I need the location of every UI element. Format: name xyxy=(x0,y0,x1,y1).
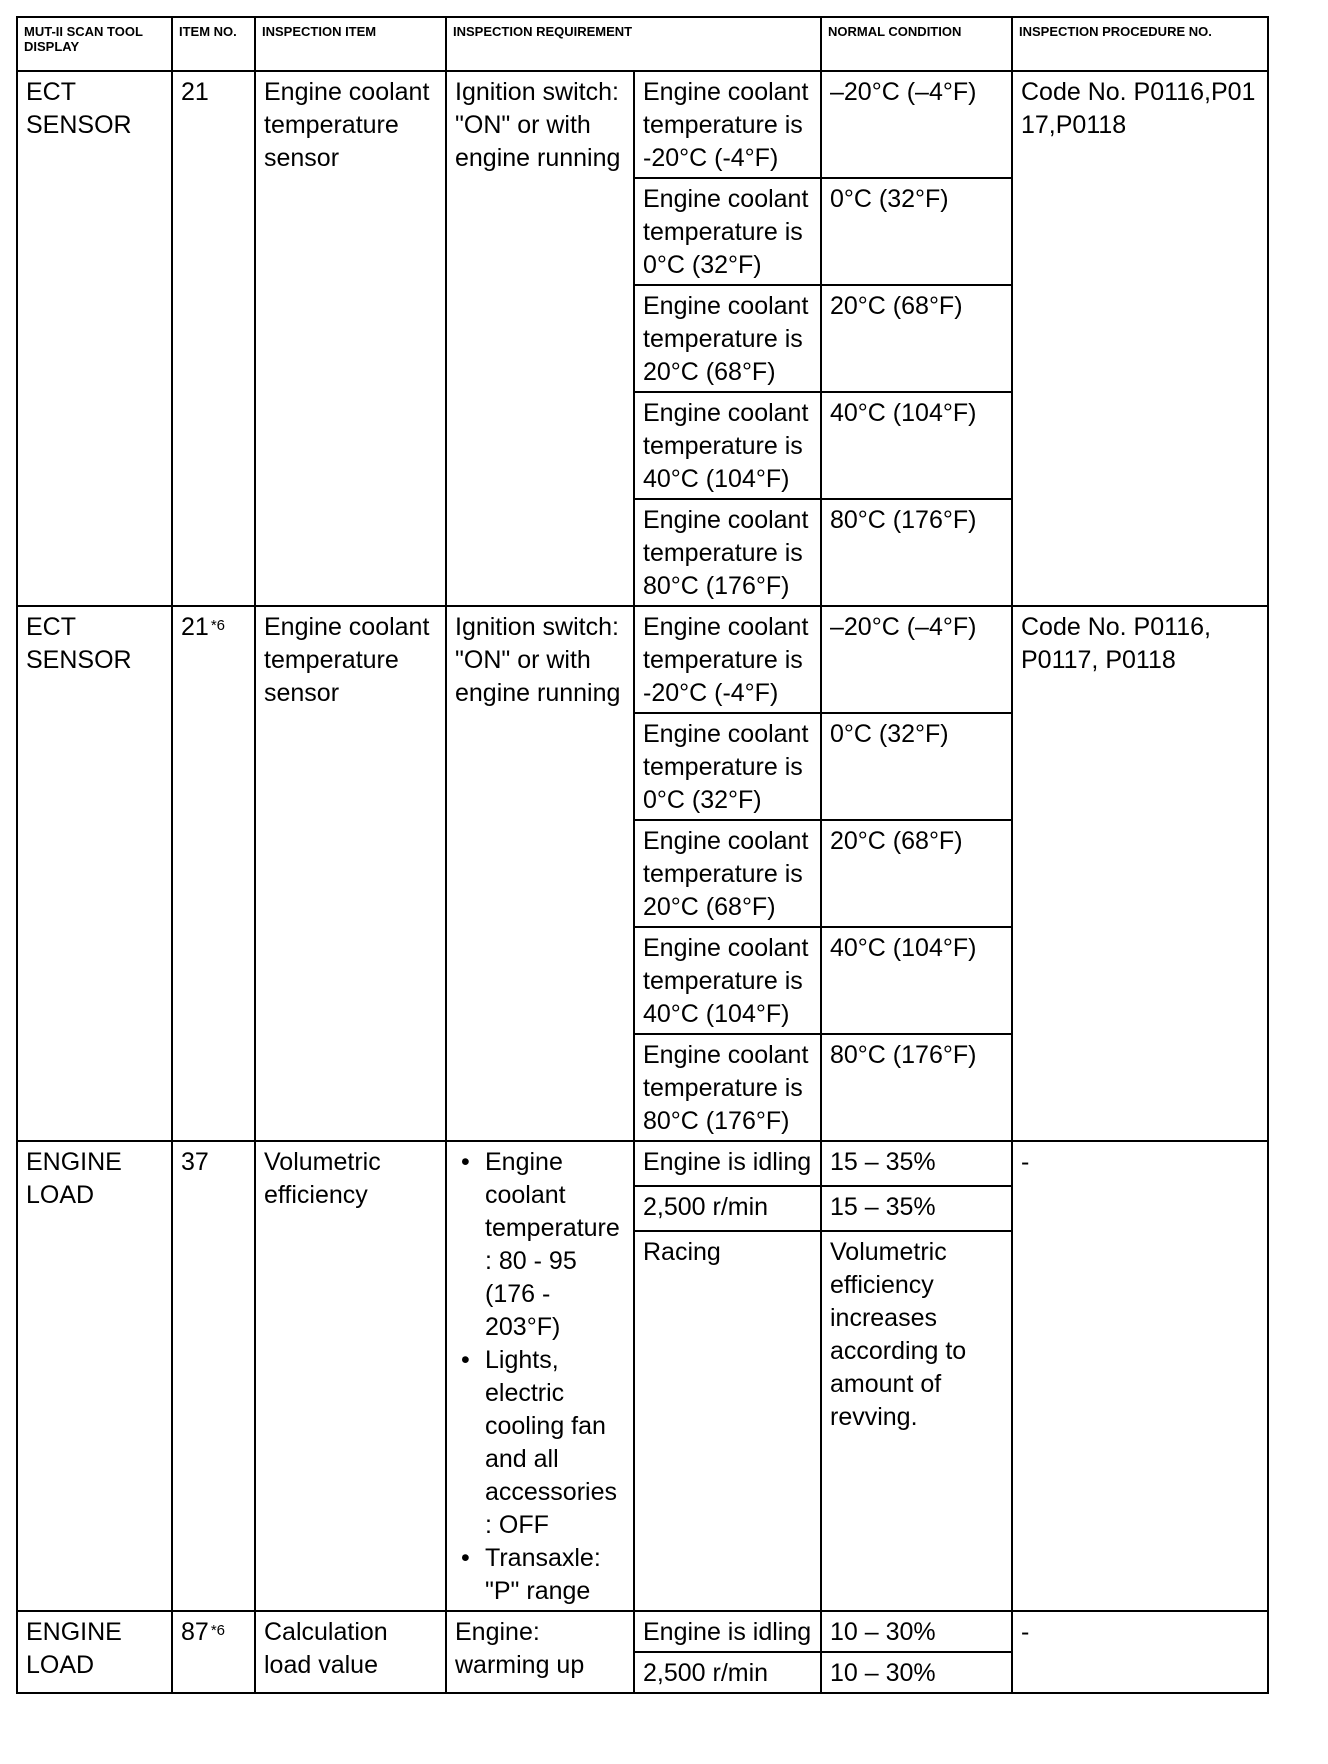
normal-cell: 20°C (68°F) xyxy=(821,285,1012,392)
table-row xyxy=(17,606,1268,713)
condition-cell: Engine coolant temperature is 0°C (32°F) xyxy=(634,713,821,820)
inspection-table xyxy=(16,16,1269,1694)
requirement-cell xyxy=(446,1141,634,1611)
normal-cell: –20°C (–4°F) xyxy=(821,71,1012,178)
normal-cell: 80°C (176°F) xyxy=(821,1034,1012,1141)
item-no-value: 21 xyxy=(181,613,209,641)
header-normal: NORMAL CONDITION xyxy=(821,17,1012,71)
condition-cell: Engine is idling xyxy=(634,1611,821,1652)
display-cell: ENGINE LOAD xyxy=(17,1611,172,1693)
normal-cell: 80°C (176°F) xyxy=(821,499,1012,606)
table-row xyxy=(17,71,1268,178)
item-cell: Volumetric efficiency xyxy=(255,1141,446,1611)
condition-cell: Engine coolant temperature is 40°C (104°F) xyxy=(634,927,821,1034)
normal-cell: 40°C (104°F) xyxy=(821,392,1012,499)
list-item: • Engine coolant temperature : 80 - 95 (176 - 203°F) xyxy=(485,1146,627,1344)
normal-cell: 10 – 30% xyxy=(821,1652,1012,1693)
header-item: INSPECTION ITEM xyxy=(255,17,446,71)
condition-cell: 2,500 r/min xyxy=(634,1186,821,1231)
item-cell: Engine coolant temperature sensor xyxy=(255,606,446,1141)
item-no-cell: 37 xyxy=(172,1141,255,1611)
normal-cell: 0°C (32°F) xyxy=(821,178,1012,285)
procedure-cell: - xyxy=(1012,1611,1268,1693)
item-cell: Calculation load value xyxy=(255,1611,446,1693)
item-no-cell xyxy=(172,1611,255,1693)
condition-cell: Engine is idling xyxy=(634,1141,821,1186)
condition-cell: Engine coolant temperature is -20°C (-4°F) xyxy=(634,606,821,713)
item-no-footnote: *6 xyxy=(210,617,225,634)
normal-cell: 40°C (104°F) xyxy=(821,927,1012,1034)
normal-cell: 15 – 35% xyxy=(821,1186,1012,1231)
item-no-footnote: *6 xyxy=(210,1622,225,1639)
condition-cell: Engine coolant temperature is 20°C (68°F) xyxy=(634,820,821,927)
normal-cell: 10 – 30% xyxy=(821,1611,1012,1652)
display-cell: ECT SENSOR xyxy=(17,606,172,1141)
header-display: MUT-II SCAN TOOL DISPLAY xyxy=(17,17,172,71)
requirement-cell: Ignition switch: "ON" or with engine running xyxy=(446,71,634,606)
normal-cell: 15 – 35% xyxy=(821,1141,1012,1186)
item-no-value: 87 xyxy=(181,1618,209,1646)
requirement-list xyxy=(455,1146,627,1608)
header-row xyxy=(17,17,1268,71)
condition-cell: Engine coolant temperature is -20°C (-4°F) xyxy=(634,71,821,178)
header-requirement: INSPECTION REQUIREMENT xyxy=(446,17,821,71)
condition-cell: 2,500 r/min xyxy=(634,1652,821,1693)
requirement-cell: Engine: warming up xyxy=(446,1611,634,1693)
procedure-cell: Code No. P0116,P01 17,P0118 xyxy=(1012,71,1268,606)
list-item: • Lights, electric cooling fan and all accessories : OFF xyxy=(485,1344,627,1542)
procedure-cell: Code No. P0116, P0117, P0118 xyxy=(1012,606,1268,1141)
table-row xyxy=(17,1611,1268,1652)
table-row xyxy=(17,1141,1268,1186)
condition-cell: Engine coolant temperature is 80°C (176°F) xyxy=(634,499,821,606)
header-procedure: INSPECTION PROCEDURE NO. xyxy=(1012,17,1268,71)
requirement-cell: Ignition switch: "ON" or with engine running xyxy=(446,606,634,1141)
item-no-cell: 21 xyxy=(172,71,255,606)
condition-cell: Engine coolant temperature is 0°C (32°F) xyxy=(634,178,821,285)
procedure-cell: - xyxy=(1012,1141,1268,1611)
condition-cell: Racing xyxy=(634,1231,821,1611)
normal-cell: Volumetric efficiency increases according to amount of revving. xyxy=(821,1231,1012,1611)
normal-cell: 20°C (68°F) xyxy=(821,820,1012,927)
condition-cell: Engine coolant temperature is 80°C (176°F) xyxy=(634,1034,821,1141)
header-item-no: ITEM NO. xyxy=(172,17,255,71)
normal-cell: –20°C (–4°F) xyxy=(821,606,1012,713)
item-cell: Engine coolant temperature sensor xyxy=(255,71,446,606)
condition-cell: Engine coolant temperature is 40°C (104°F) xyxy=(634,392,821,499)
condition-cell: Engine coolant temperature is 20°C (68°F) xyxy=(634,285,821,392)
display-cell: ENGINE LOAD xyxy=(17,1141,172,1611)
normal-cell: 0°C (32°F) xyxy=(821,713,1012,820)
display-cell: ECT SENSOR xyxy=(17,71,172,606)
item-no-cell xyxy=(172,606,255,1141)
list-item: • Transaxle: "P" range xyxy=(485,1542,627,1608)
